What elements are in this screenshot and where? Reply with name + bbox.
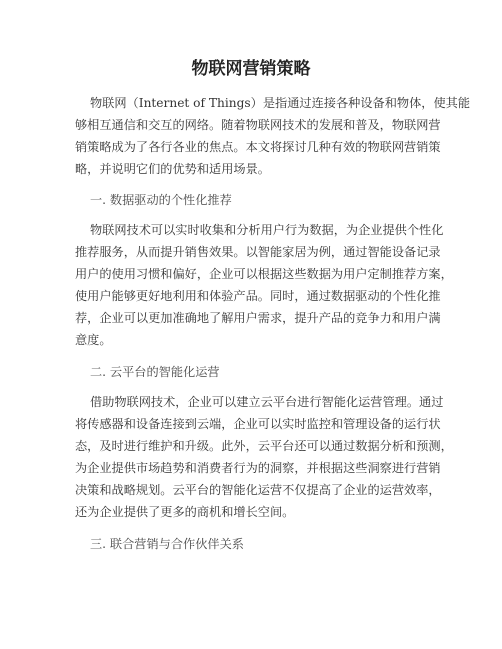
section-heading: 三. 联合营销与合作伙伴关系 — [90, 537, 244, 551]
paragraph-line: 为企业提供市场趋势和消费者行为的洞察，并根据这些洞察进行营销 — [75, 461, 441, 475]
intro-line: 销策略成为了各行各业的焦点。本文将探讨几种有效的物联网营销策 — [75, 140, 441, 154]
paragraph-line: 使用户能够更好地利用和体验产品。同时，通过数据驱动的个性化推 — [75, 289, 441, 303]
paragraph-line: 借助物联网技术，企业可以建立云平台进行智能化运营管理。通过 — [90, 395, 444, 409]
paragraph-line: 推荐服务，从而提升销售效果。以智能家居为例，通过智能设备记录 — [75, 245, 441, 259]
intro-line: 够相互通信和交互的网络。随着物联网技术的发展和普及，物联网营 — [75, 118, 441, 132]
paragraph-line: 荐，企业可以更加准确地了解用户需求，提升产品的竞争力和用户满 — [75, 311, 441, 325]
intro-line: 物联网（Internet of Things）是指通过连接各种设备和物体，使其能 — [90, 96, 471, 110]
paragraph-line: 意度。 — [75, 333, 112, 347]
paragraph-line: 用户的使用习惯和偏好，企业可以根据这些数据为用户定制推荐方案， — [75, 267, 453, 281]
paragraph-line: 还为企业提供了更多的商机和增长空间。 — [75, 505, 295, 519]
paragraph-line: 决策和战略规划。云平台的智能化运营不仅提高了企业的运营效率， — [75, 483, 441, 497]
section-heading: 二. 云平台的智能化运营 — [90, 365, 220, 379]
paragraph-line: 物联网技术可以实时收集和分析用户行为数据，为企业提供个性化 — [90, 223, 444, 237]
intro-line: 略，并说明它们的优势和适用场景。 — [75, 162, 270, 176]
page-title: 物联网营销策略 — [191, 59, 311, 79]
paragraph-line: 将传感器和设备连接到云端，企业可以实时监控和管理设备的运行状 — [75, 417, 441, 431]
section-heading: 一. 数据驱动的个性化推荐 — [90, 193, 232, 207]
paragraph-line: 态，及时进行维护和升级。此外，云平台还可以通过数据分析和预测， — [75, 439, 453, 453]
